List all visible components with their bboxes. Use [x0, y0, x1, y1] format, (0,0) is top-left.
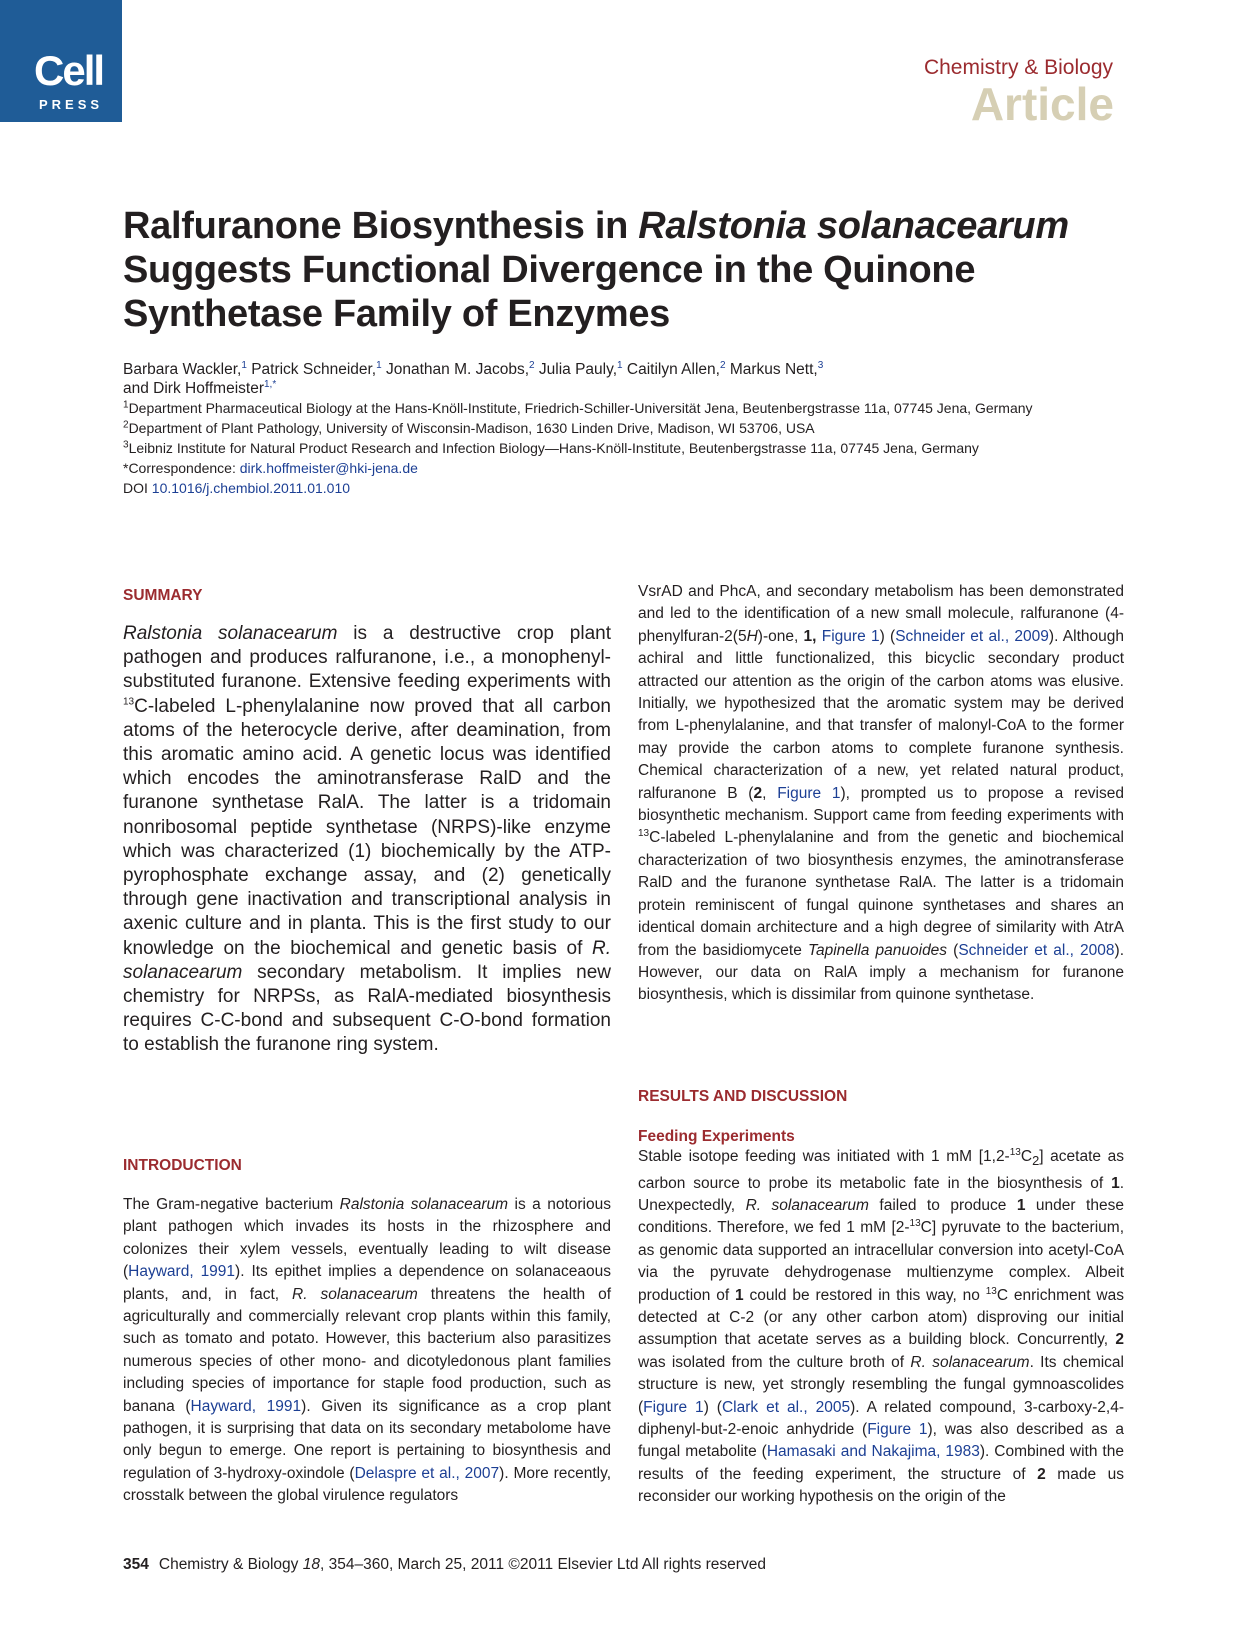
affiliation-text: Department Pharmaceutical Biology at the Hans-Knöll-Institute, Friedrich-Schiller-Universität Jena, Beutenbergstrasse 11a, 07745 Jena, Germany — [128, 400, 1033, 416]
text-italic: R. solanacearum — [745, 1196, 869, 1214]
title-line2: Suggests Functional Divergence in the Quinone — [123, 249, 976, 291]
correspondence-label: *Correspondence: — [123, 460, 240, 476]
footer-rest: , 354–360, March 25, 2011 ©2011 Elsevier Ltd All rights reserved — [319, 1556, 766, 1573]
summary-heading: SUMMARY — [123, 587, 203, 604]
title-italic: Ralstonia solanacearum — [638, 205, 1069, 247]
author-list — [123, 360, 1123, 398]
author-name: and Dirk Hoffmeister — [123, 380, 264, 397]
text-span: ] acetate as carbon source to probe its metabolic fate in the biosynthesis of — [638, 1148, 1125, 1192]
subscript: 2 — [1032, 1153, 1040, 1169]
affiliation-number: 1 — [123, 399, 129, 411]
journal-name: Chemistry & Biology — [923, 56, 1113, 79]
text-span: Stable isotope feeding was initiated with 1 mM [1,2- — [638, 1148, 1010, 1165]
text-span: under these conditions. Therefore, we fed 1 mM [2- — [638, 1196, 1124, 1237]
text-span: ( — [947, 941, 959, 959]
text-italic: H — [746, 627, 758, 645]
text-span: could be restored in this way, no — [743, 1286, 986, 1304]
figure-link[interactable]: Figure 1 — [643, 1398, 704, 1416]
summary-italic: Ralstonia solanacearum — [123, 623, 338, 644]
author-affil-sup: 2 — [529, 359, 535, 371]
intro-span: is a notorious plant pathogen which invades its hosts in the rhizosphere and colonizes their xylem vessels, eventually leading to wilt disease ( — [123, 1196, 611, 1281]
affiliation-number: 2 — [123, 419, 129, 431]
cell-press-logo — [0, 0, 122, 122]
text-span: , — [762, 784, 778, 802]
intro-italic: R. solanacearum — [292, 1285, 418, 1303]
text-span: ) ( — [879, 627, 896, 645]
author-name: Markus Nett, — [729, 361, 818, 378]
intro-span: threatens the health of agriculturally and commercially relevant crop plants within this family, such as tomato and potato. However, this bacterium also parasitizes numerous species of other mono- and dicotyledonous plant families including species of importance for staple food production, such as banana ( — [123, 1285, 611, 1415]
footer-journal: Chemistry & Biology — [158, 1556, 303, 1573]
summary-span: C-labeled L-phenylalanine now proved that all carbon atoms of the heterocycle derive, after deamination, from this aromatic amino acid. A genetic locus was identified which encodes the aminotransferase RalD and the furanone synthetase RalA. The latter is a tridomain nonribosomal peptide synthetase (NRPS)-like enzyme which was characterized (1) biochemically by the ATP-pyrophosphate exchange assay, and (2) genetically through gene inactivation and transcriptional analysis in axenic culture and in planta. This is the first study to our knowledge on the biochemical and genetic basis of — [123, 695, 611, 959]
summary-italic: R. solanacearum — [123, 937, 611, 983]
affiliations — [123, 398, 1138, 498]
text-span: ). A related compound, 3-carboxy-2,4-diphenyl-but-2-enoic anhydride ( — [638, 1398, 1124, 1438]
text-span: . Its chemical structure is new, yet strongly resembling the fungal gymnoascolides ( — [638, 1353, 1125, 1416]
article-type: Article — [970, 78, 1114, 130]
introduction-text — [123, 1194, 611, 1508]
author-affil-sup: 1 — [617, 359, 623, 371]
text-span: VsrAD and PhcA, and secondary metabolism has been demonstrated and led to the identification of a new small molecule, ralfuranone (4-phenylfuran-2(5 — [638, 583, 1124, 645]
logo-word: Cell — [34, 47, 104, 94]
citation-link[interactable]: Delaspre et al., 2007 — [354, 1464, 500, 1482]
citation-link[interactable]: Clark et al., 2005 — [721, 1398, 851, 1416]
text-span: C enrichment was detected at C-2 (or any other carbon atom) disproving our initial assumption that acetate serves as a building block. Concurrently, — [638, 1286, 1124, 1349]
text-span: made us reconsider our working hypothesis on the origin of the — [638, 1465, 1124, 1506]
intro-italic: Ralstonia solanacearum — [339, 1196, 509, 1213]
citation-link[interactable]: Hayward, 1991 — [190, 1397, 302, 1415]
text-span: was isolated from the culture broth of — [638, 1353, 911, 1371]
title-line3: Synthetase Family of Enzymes — [123, 293, 671, 335]
text-span: ). However, our data on RalA imply a mechanism for furanone biosynthesis, which is dissimilar from quinone synthetase. — [638, 941, 1124, 1004]
introduction-heading: INTRODUCTION — [123, 1157, 242, 1174]
results-text — [638, 1146, 1124, 1509]
intro-continued-text — [638, 581, 1124, 1007]
figure-link[interactable]: Figure 1 — [821, 627, 880, 645]
figure-link[interactable]: Figure 1 — [867, 1420, 928, 1438]
title-part1: Ralfuranone Biosynthesis in — [123, 205, 639, 247]
intro-span: ). More recently, crosstalk between the global virulence regulators — [123, 1464, 611, 1505]
author-name: Caitilyn Allen, — [626, 361, 720, 378]
isotope-sup: 13 — [1009, 1146, 1021, 1158]
author-affil-sup: 3 — [817, 359, 824, 371]
isotope-sup: 13 — [985, 1285, 997, 1297]
author-affil-sup: 1,* — [263, 378, 277, 390]
text-italic: R. solanacearum — [910, 1353, 1030, 1371]
author-affil-sup: 2 — [719, 359, 726, 371]
doi — [123, 478, 1138, 498]
affiliation-number: 3 — [123, 439, 129, 451]
citation-link[interactable]: Hamasaki and Nakajima, 1983 — [766, 1443, 980, 1461]
author-name: Patrick Schneider, — [251, 361, 377, 378]
text-span: ). Although achiral and little functionalized, this bicyclic secondary product attracted our attention as the origin of the carbon atoms was elusive. Initially, we hypothesized that the aromatic system may be derived from L-phenylalanine, and that transfer of malonyl-CoA to the former may provide the carbon atoms to complete furanone synthesis. Chemical characterization of a new, yet related natural product, ralfuranone B ( — [638, 627, 1124, 802]
footer-volume: 18 — [302, 1556, 320, 1573]
correspondence-email-link[interactable]: dirk.hoffmeister@hki-jena.de — [239, 460, 418, 476]
text-span: ), prompted us to propose a revised biosynthetic mechanism. Support came from feeding experiments with — [638, 784, 1124, 825]
compound-number: 1 — [1016, 1196, 1026, 1214]
summary-span: secondary metabolism. It implies new chemistry for NRPSs, as RalA-mediated biosynthesis requires C-C-bond and subsequent C-O-bond formation to establish the furanone ring system. — [123, 961, 611, 1056]
logo-sub: PRESS — [39, 97, 104, 112]
compound-number: 1 — [1111, 1174, 1120, 1192]
author-name: Julia Pauly, — [538, 361, 618, 378]
author-name: Barbara Wackler, — [123, 361, 242, 378]
affiliation — [123, 398, 1138, 418]
affiliation-text: Department of Plant Pathology, University of Wisconsin-Madison, 1630 Linden Drive, Madison, WI 53706, USA — [128, 420, 815, 436]
isotope-sup: 13 — [909, 1218, 921, 1230]
text-span: failed to produce — [868, 1196, 1017, 1214]
text-italic: Tapinella panuoides — [807, 941, 948, 959]
text-span: ) ( — [703, 1398, 722, 1416]
intro-span: ). Given its significance as a crop plant pathogen, it is surprising that data on its secondary metabolome have only begun to emerge. One report is pertaining to biosynthesis and regulation of 3-hydroxy-oxindole ( — [123, 1397, 611, 1482]
text-span: . Unexpectedly, — [638, 1174, 1124, 1214]
summary-sup: 13 — [123, 696, 135, 708]
affiliation-text: Leibniz Institute for Natural Product Research and Infection Biology—Hans-Knöll-Institute, Beutenbergstrasse 11a, 07745 Jena, Germany — [128, 440, 979, 456]
citation-link[interactable]: Hayward, 1991 — [128, 1263, 236, 1281]
text-span: )-one, — [757, 627, 804, 645]
citation-link[interactable]: Schneider et al., 2009 — [895, 627, 1049, 645]
text-span: ). Combined with the results of the feeding experiment, the structure of — [638, 1443, 1124, 1483]
text-span: C — [1020, 1148, 1033, 1165]
author-name: Jonathan M. Jacobs, — [386, 361, 530, 378]
compound-number: 1, — [803, 627, 817, 645]
page-number: 354 — [123, 1556, 149, 1573]
text-span: C-labeled L-phenylalanine and from the genetic and biochemical characterization of two biosynthesis enzymes, the aminotransferase RalD and the furanone synthetase RalA. The latter is a tridomain protein reminiscent of fungal quinone synthetases and shares an identical domain architecture and a high degree of similarity with AtrA from the basidiomycete — [638, 829, 1124, 959]
author-affil-sup: 1 — [241, 359, 247, 371]
summary-span: is a destructive crop plant pathogen and produces ralfuranone, i.e., a monophenyl-substituted furanone. Extensive feeding experiments with — [123, 623, 611, 693]
intro-span: ). Its epithet implies a dependence on solanaceaous plants, and, in fact, — [123, 1263, 611, 1303]
citation-link[interactable]: Schneider et al., 2008 — [958, 941, 1115, 959]
affiliation — [123, 418, 1138, 438]
affiliation — [123, 438, 1138, 458]
compound-number: 2 — [1037, 1465, 1046, 1483]
compound-number: 2 — [1115, 1331, 1124, 1349]
author-affil-sup: 1 — [376, 359, 382, 371]
results-heading: RESULTS AND DISCUSSION — [638, 1088, 848, 1105]
text-span: C] pyruvate to the bacterium, as genomic data supported an intracellular conversion into acetyl-CoA via the pyruvate dehydrogenase multienzyme complex. Albeit production of — [638, 1219, 1125, 1304]
paper-title — [123, 204, 1133, 336]
figure-link[interactable]: Figure 1 — [777, 784, 841, 802]
doi-label: DOI — [123, 480, 152, 496]
page-footer — [123, 1555, 766, 1575]
compound-number: 1 — [735, 1286, 744, 1304]
isotope-sup: 13 — [638, 828, 650, 840]
compound-number: 2 — [753, 784, 763, 802]
doi-link[interactable]: 10.1016/j.chembiol.2011.01.010 — [151, 480, 351, 496]
feeding-subheading: Feeding Experiments — [638, 1128, 795, 1145]
text-span: ), was also described as a fungal metabolite ( — [638, 1420, 1124, 1461]
intro-span: The Gram-negative bacterium — [123, 1196, 340, 1213]
summary-text — [123, 622, 611, 1058]
correspondence — [123, 458, 1138, 478]
